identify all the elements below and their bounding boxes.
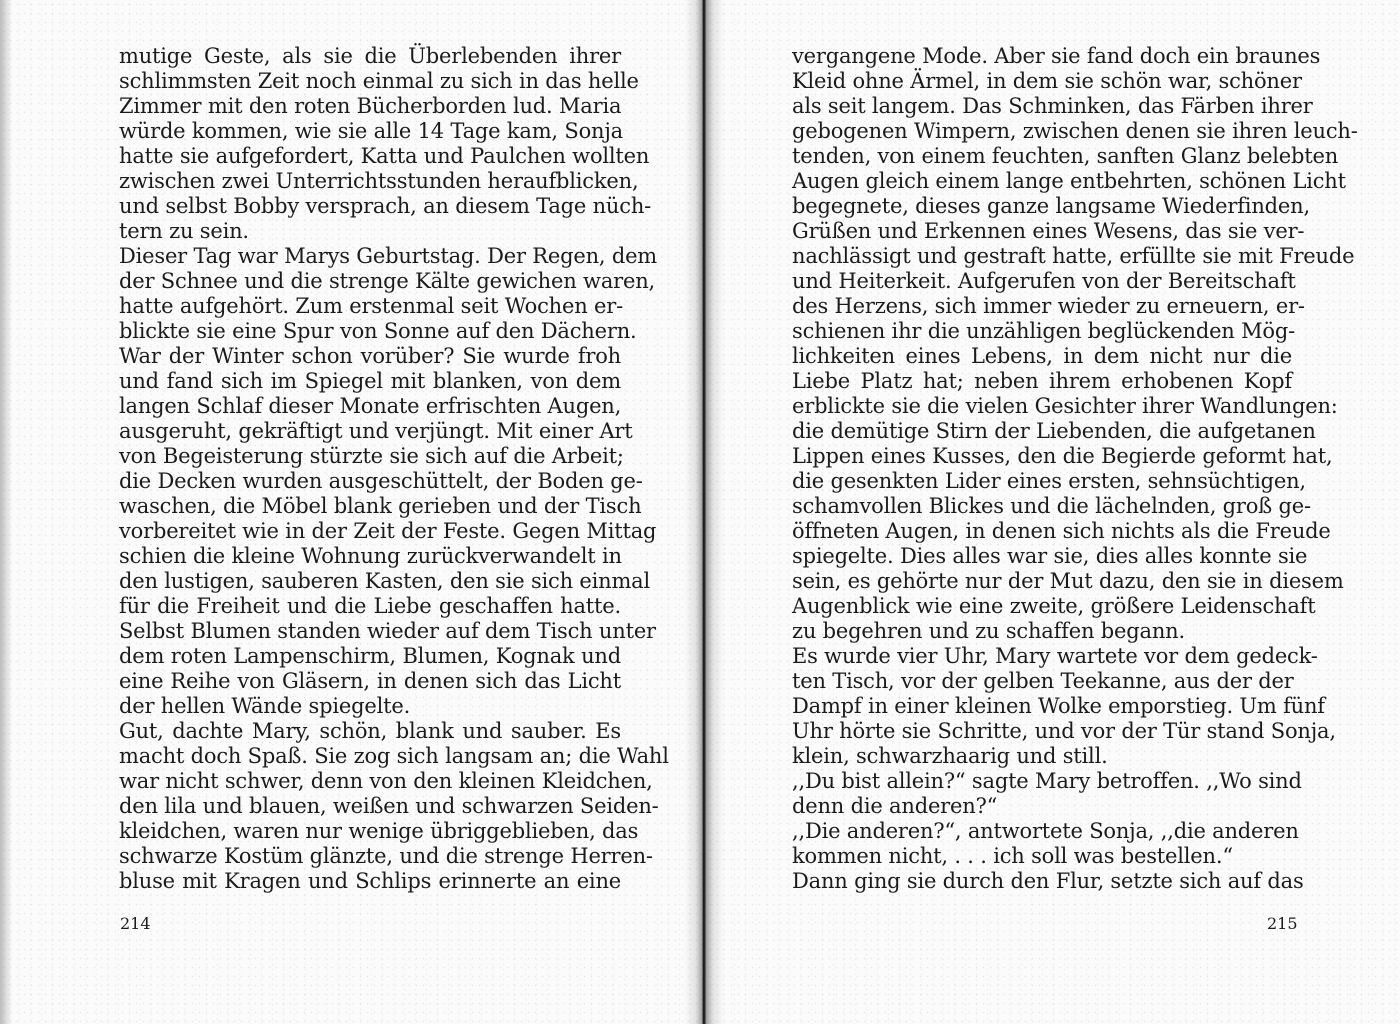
text-line: schlimmsten Zeit noch einmal zu sich in das helle <box>119 69 639 93</box>
text-line: ausgeruht, gekräftigt und verjüngt. Mit einer Art <box>119 419 633 443</box>
text-line: und fand sich im Spiegel mit blanken, von dem <box>119 369 621 393</box>
text-line: als seit langem. Das Schminken, das Färben ihrer <box>792 94 1313 118</box>
text-line: schien die kleine Wohnung zurückverwandelt in <box>119 544 622 568</box>
text-line: War der Winter schon vorüber? Sie wurde froh <box>119 344 621 368</box>
text-line: Kleid ohne Ärmel, in dem sie schön war, schöner <box>792 69 1302 93</box>
text-line: Uhr hörte sie Schritte, und vor der Tür stand Sonja, <box>792 719 1336 743</box>
text-line: ten Tisch, vor der gelben Teekanne, aus der der <box>792 669 1294 693</box>
text-line: bluse mit Kragen und Schlips erinnerte an eine <box>119 869 621 893</box>
text-line: die gesenkten Lider eines ersten, sehnsüchtigen, <box>792 469 1306 493</box>
text-line: Dann ging sie durch den Flur, setzte sich auf das <box>792 869 1304 893</box>
text-line: dem roten Lampenschirm, Blumen, Kognak und <box>119 644 621 668</box>
text-line: denn die anderen?“ <box>792 794 998 818</box>
text-line: klein, schwarzhaarig und still. <box>792 744 1108 768</box>
text-line: des Herzens, sich immer wieder zu erneuern, er- <box>792 294 1305 318</box>
text-line: schamvollen Blickes und die lächelnden, groß ge- <box>792 494 1311 518</box>
text-line: langen Schlaf dieser Monate erfrischten Augen, <box>119 394 622 418</box>
text-line: Lippen eines Kusses, den die Begierde geformt hat, <box>792 444 1333 468</box>
right-page-number: 215 <box>1267 914 1298 933</box>
text-line: Dieser Tag war Marys Geburtstag. Der Regen, dem <box>119 244 658 268</box>
text-line: Dampf in einer kleinen Wolke emporstieg. Um fünf <box>792 694 1325 718</box>
text-line: von Begeisterung stürzte sie sich auf die Arbeit; <box>119 444 624 468</box>
text-line: den lila und blauen, weißen und schwarzen Seiden- <box>119 794 659 818</box>
text-line: hatte sie aufgefordert, Katta und Paulchen wollten <box>119 144 650 168</box>
text-line: der hellen Wände spiegelte. <box>119 694 411 718</box>
text-line: öffneten Augen, in denen sich nichts als die Freude <box>792 519 1331 543</box>
text-line: mutige Geste, als sie die Überlebenden ihrer <box>119 44 621 68</box>
text-line: vergangene Mode. Aber sie fand doch ein braunes <box>792 44 1321 68</box>
text-line: sein, es gehörte nur der Mut dazu, den sie in diesem <box>792 569 1344 593</box>
text-line: die demütige Stirn der Liebenden, die aufgetanen <box>792 419 1316 443</box>
text-line: erblickte sie die vielen Gesichter ihrer Wandlungen: <box>792 394 1338 418</box>
text-line: war nicht schwer, denn von den kleinen Kleidchen, <box>119 769 653 793</box>
text-line: die Decken wurden ausgeschüttelt, der Boden ge- <box>119 469 643 493</box>
text-line: Grüßen und Erkennen eines Wesens, das sie ver- <box>792 219 1305 243</box>
text-line: den lustigen, sauberen Kasten, den sie sich einmal <box>119 569 651 593</box>
text-line: Augenblick wie eine zweite, größere Leidenschaft <box>792 594 1316 618</box>
text-line: Es wurde vier Uhr, Mary wartete vor dem gedeck- <box>792 644 1318 668</box>
text-line: tern zu sein. <box>119 219 249 243</box>
text-line: kommen nicht, . . . ich soll was bestellen.“ <box>792 844 1233 868</box>
text-line: und selbst Bobby versprach, an diesem Tage nüch- <box>119 194 652 218</box>
left-page-number: 214 <box>120 914 151 933</box>
text-line: hatte aufgehört. Zum erstenmal seit Wochen er- <box>119 294 623 318</box>
text-line: Gut, dachte Mary, schön, blank und sauber. Es <box>119 719 621 743</box>
text-line: gebogenen Wimpern, zwischen denen sie ihren leuch- <box>792 119 1358 143</box>
text-line: vorbereitet wie in der Zeit der Feste. Gegen Mittag <box>119 519 657 543</box>
text-line: schwarze Kostüm glänzte, und die strenge Herren- <box>119 844 653 868</box>
text-line: Liebe Platz hat; neben ihrem erhobenen Kopf <box>792 369 1292 393</box>
right-page-text <box>792 44 1358 894</box>
text-line: macht doch Spaß. Sie zog sich langsam an; die Wahl <box>119 744 669 768</box>
text-line: ,,Du bist allein?“ sagte Mary betroffen. ,,Wo sind <box>792 769 1302 793</box>
text-line: schienen ihr die unzähligen beglückenden Mög- <box>792 319 1295 343</box>
text-line: der Schnee und die strenge Kälte gewichen waren, <box>119 269 656 293</box>
text-line: waschen, die Möbel blank gerieben und der Tisch <box>119 494 642 518</box>
text-line: Selbst Blumen standen wieder auf dem Tisch unter <box>119 619 656 643</box>
text-line: Zimmer mit den roten Bücherborden lud. Maria <box>119 94 622 118</box>
text-line: blickte sie eine Spur von Sonne auf den Dächern. <box>119 319 637 343</box>
text-line: kleidchen, waren nur wenige übriggeblieben, das <box>119 819 639 843</box>
text-line: nachlässigt und gestraft hatte, erfüllte sie mit Freude <box>792 244 1355 268</box>
text-line: würde kommen, wie sie alle 14 Tage kam, Sonja <box>119 119 623 143</box>
text-line: für die Freiheit und die Liebe geschaffen hatte. <box>119 594 621 618</box>
text-line: tenden, von einem feuchten, sanften Glanz belebten <box>792 144 1339 168</box>
text-line: lichkeiten eines Lebens, in dem nicht nur die <box>792 344 1292 368</box>
text-line: eine Reihe von Gläsern, in denen sich das Licht <box>119 669 621 693</box>
text-line: Augen gleich einem lange entbehrten, schönen Licht <box>792 169 1346 193</box>
text-line: und Heiterkeit. Aufgerufen von der Bereitschaft <box>792 269 1296 293</box>
text-line: ,,Die anderen?“, antwortete Sonja, ,,die anderen <box>792 819 1299 843</box>
text-line: zwischen zwei Unterrichtsstunden heraufblicken, <box>119 169 639 193</box>
text-line: zu begehren und zu schaffen begann. <box>792 619 1185 643</box>
text-line: begegnete, dieses ganze langsame Wiederfinden, <box>792 194 1310 218</box>
text-line: spiegelte. Dies alles war sie, dies alles konnte sie <box>792 544 1308 568</box>
right-page <box>700 0 1400 1024</box>
left-page-text <box>119 44 669 894</box>
